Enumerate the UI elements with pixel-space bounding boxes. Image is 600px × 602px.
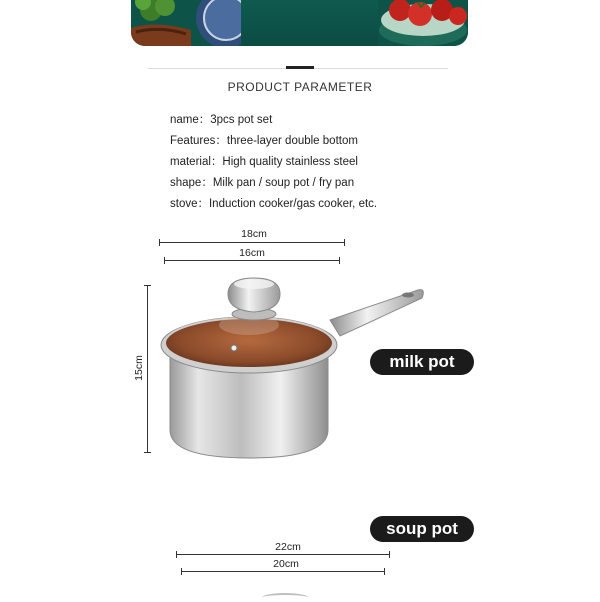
milk-pot-inner-width-line: [164, 260, 340, 261]
soup-pot-inner-width-line: [181, 571, 385, 572]
param-name: name：3pcs pot set: [170, 114, 273, 126]
food-plate-image: [131, 0, 241, 46]
milk-pot-outer-width-line: [159, 242, 345, 243]
soup-pot-inner-width-label: 20cm: [273, 558, 299, 570]
milk-pot-height-line: [147, 285, 148, 453]
milk-pot-height-label: 15cm: [133, 355, 145, 381]
soup-pot-outer-width-line: [176, 554, 390, 555]
milk-pot-label: milk pot: [370, 349, 474, 375]
section-title: PRODUCT PARAMETER: [227, 80, 373, 94]
param-shape: shape：Milk pan / soup pot / fry pan: [170, 177, 355, 189]
param-features: Features：three-layer double bottom: [170, 135, 358, 147]
param-material: material：High quality stainless steel: [170, 156, 358, 168]
tomato-bowl-image: [378, 0, 468, 46]
param-stove: stove：Induction cooker/gas cooker, etc.: [170, 198, 378, 210]
top-banner-photo: [131, 0, 468, 46]
soup-pot-knob-partial: [262, 593, 308, 602]
milk-pot-inner-width-label: 16cm: [239, 247, 265, 259]
header-accent-bar: [286, 66, 314, 69]
soup-pot-outer-width-label: 22cm: [275, 541, 301, 553]
parameter-list: [170, 110, 377, 215]
milk-pot-outer-width-label: 18cm: [241, 228, 267, 240]
soup-pot-label: soup pot: [370, 516, 474, 542]
